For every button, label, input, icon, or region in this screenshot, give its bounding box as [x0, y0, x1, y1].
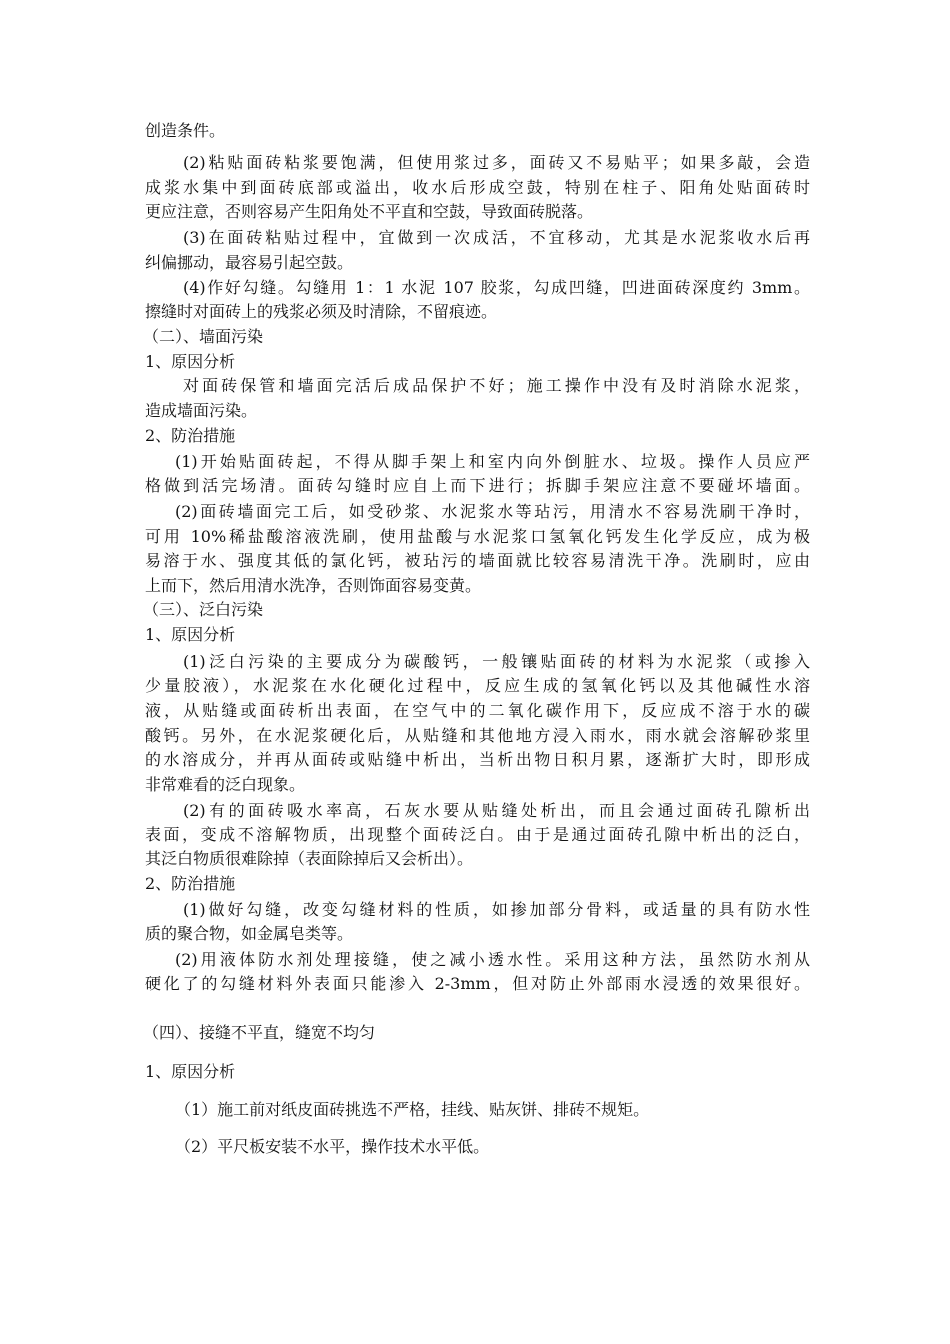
text-line: (2)粘贴面砖粘浆要饱满，但使用浆过多，面砖又不易贴平；如果多敲，会造	[183, 153, 810, 172]
text-line: (1)做好勾缝，改变勾缝材料的性质，如掺加部分骨料，或适量的具有防水性	[183, 900, 810, 919]
text-line: 硬化了的勾缝材料外表面只能渗入 2-3mm，但对防止外部雨水浸透的效果很好。	[145, 974, 810, 993]
section-heading: （二）、墙面污染	[143, 327, 264, 346]
text-line: 的水溶成分，并再从面砖或贴缝中析出，当析出物日积月累，逐渐扩大时，即形成	[145, 750, 810, 769]
text-line: 对面砖保管和墙面完活后成品保护不好；施工操作中没有及时消除水泥浆，	[183, 376, 810, 395]
text-line: (2)用液体防水剂处理接缝，使之减小透水性。采用这种方法，虽然防水剂从	[175, 950, 810, 969]
subsection-heading: 1、原因分析	[145, 352, 236, 371]
text-line: (4)作好勾缝。勾缝用 1：1 水泥 107 胶浆，勾成凹缝，凹进面砖深度约 3mm。	[183, 278, 810, 297]
text-line: 少量胶液），水泥浆在水化硬化过程中，反应生成的氢氧化钙以及其他碱性水溶	[145, 676, 810, 695]
subsection-heading: 1、原因分析	[145, 1062, 236, 1081]
text-line: （2）平尺板安装不水平，操作技术水平低。	[175, 1137, 490, 1156]
text-line: (2)有的面砖吸水率高，石灰水要从贴缝处析出，而且会通过面砖孔隙析出	[183, 801, 810, 820]
text-line: 酸钙。另外，在水泥浆硬化后，从贴缝和其他地方浸入雨水，雨水就会溶解砂浆里	[145, 726, 810, 745]
text-line: 其泛白物质很难除掉（表面除掉后又会析出）。	[145, 849, 474, 868]
text-line: (2)面砖墙面完工后，如受砂浆、水泥浆水等玷污，用清水不容易洗刷干净时，	[175, 502, 810, 521]
section-heading: （四）、接缝不平直，缝宽不均匀	[143, 1023, 376, 1042]
text-line: 上而下，然后用清水洗净，否则饰面容易变黄。	[145, 576, 482, 595]
text-line: 易溶于水、强度其低的氯化钙，被玷污的墙面就比较容易清洗干净。洗刷时，应由	[145, 551, 810, 570]
text-line: 擦缝时对面砖上的残浆必须及时清除，不留痕迹。	[145, 302, 498, 321]
text-line: 创造条件。	[145, 121, 226, 140]
text-line: 格做到活完场清。面砖勾缝时应自上而下进行；拆脚手架应注意不要碰坏墙面。	[145, 476, 810, 495]
text-line: 可用 10%稀盐酸溶液洗刷，使用盐酸与水泥浆口氢氧化钙发生化学反应，成为极	[145, 527, 810, 546]
text-line: 纠偏挪动，最容易引起空鼓。	[145, 253, 354, 272]
text-line: (1)开始贴面砖起，不得从脚手架上和室内向外倒脏水、垃圾。操作人员应严	[175, 452, 810, 471]
subsection-heading: 2、防治措施	[145, 874, 236, 893]
subsection-heading: 2、防治措施	[145, 426, 236, 445]
section-heading: （三）、泛白污染	[143, 600, 264, 619]
text-line: （1）施工前对纸皮面砖挑选不严格，挂线、贴灰饼、排砖不规矩。	[175, 1100, 650, 1119]
text-line: 更应注意，否则容易产生阳角处不平直和空鼓，导致面砖脱落。	[145, 202, 594, 221]
text-line: (3)在面砖粘贴过程中，宜做到一次成活，不宜移动，尤其是水泥浆收水后再	[183, 228, 810, 247]
text-line: 造成墙面污染。	[145, 401, 258, 420]
text-line: 成浆水集中到面砖底部或溢出，收水后形成空鼓，特别在柱子、阳角处贴面砖时	[145, 178, 810, 197]
text-line: 液，从贴缝或面砖析出表面，在空气中的二氧化碳作用下，反应成不溶于水的碳	[145, 701, 810, 720]
text-line: 表面，变成不溶解物质，出现整个面砖泛白。由于是通过面砖孔隙中析出的泛白，	[145, 825, 810, 844]
subsection-heading: 1、原因分析	[145, 625, 236, 644]
text-line: (1)泛白污染的主要成分为碳酸钙，一般镶贴面砖的材料为水泥浆（或掺入	[183, 652, 810, 671]
text-line: 质的聚合物，如金属皂类等。	[145, 924, 354, 943]
text-line: 非常难看的泛白现象。	[145, 775, 306, 794]
